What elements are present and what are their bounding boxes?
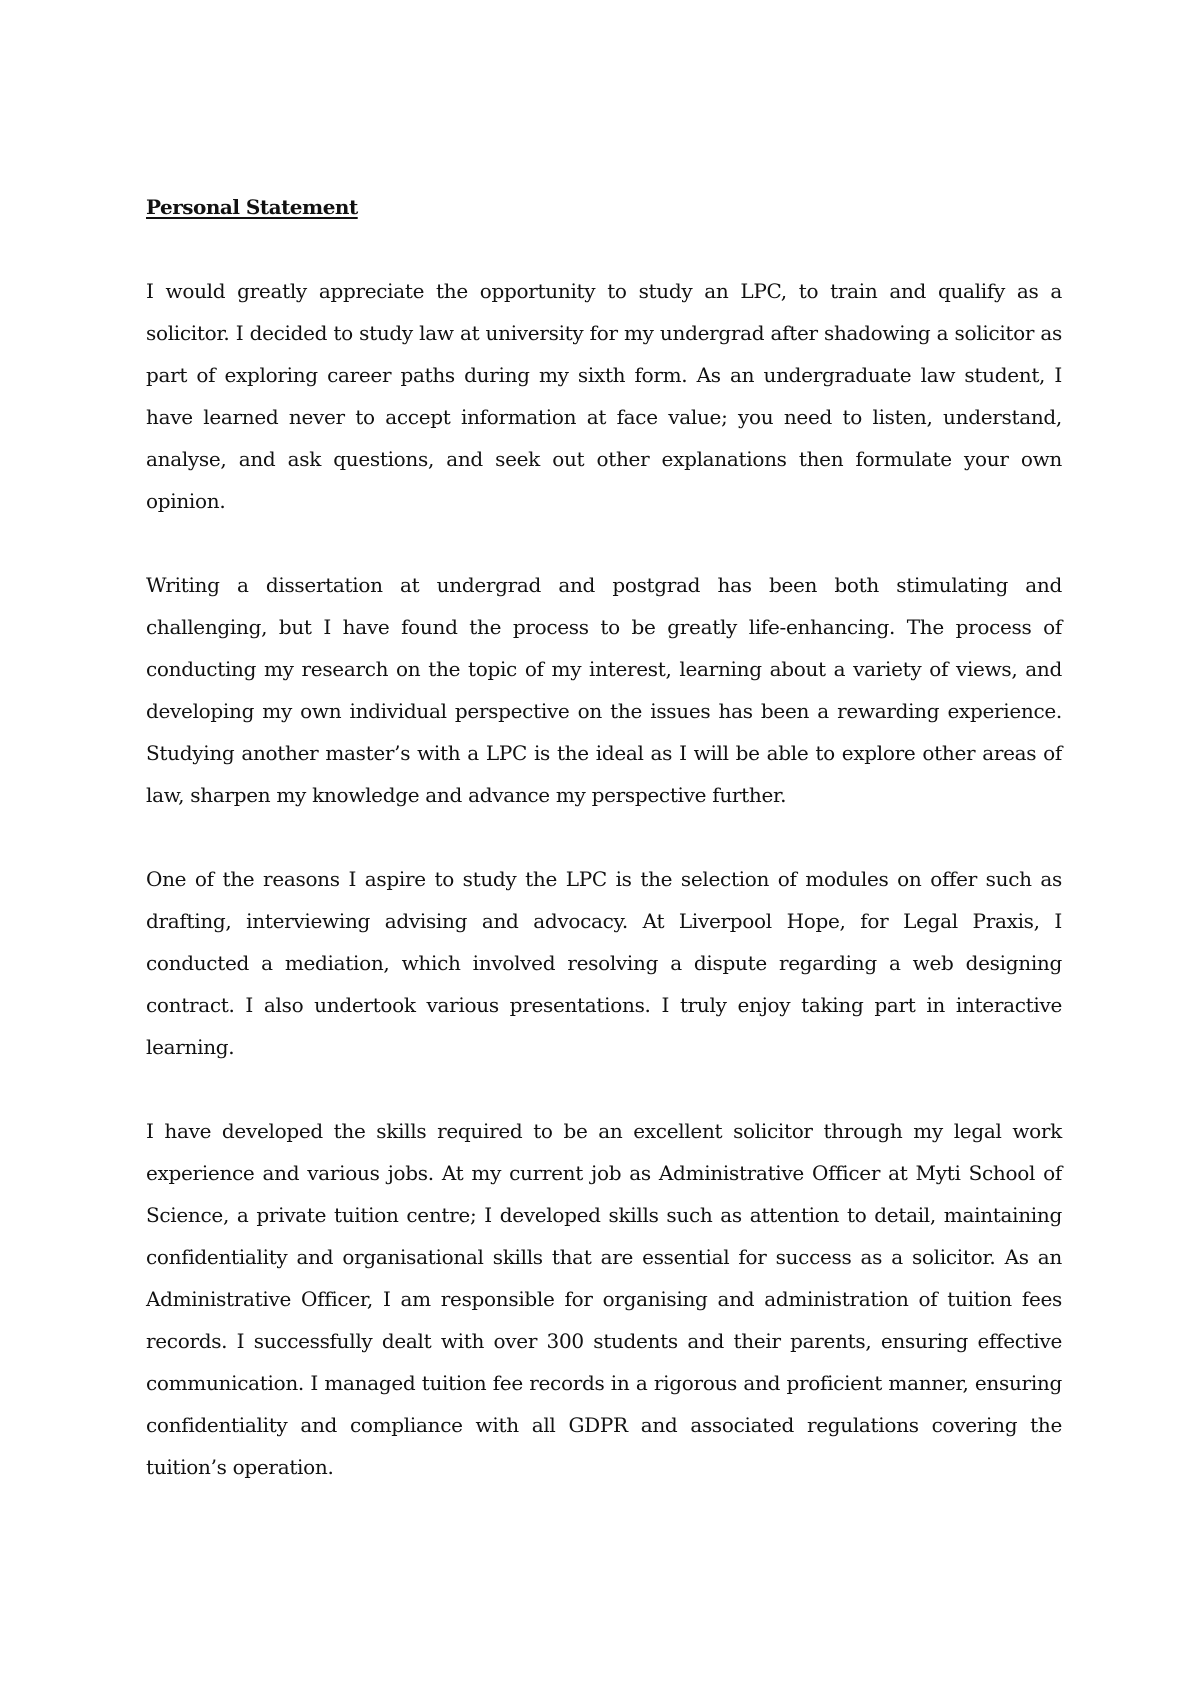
paragraph-4: I have developed the skills required to be an excellent solicitor through my legal work experience and various jobs. At my current job as Administrative Officer at Myti School of Science, a private tuition centre; I developed skills such as attention to detail, maintaining confidentiality and organisational skills that are essential for success as a solicitor. As an Administrative Officer, I am responsible for organising and administration of tuition fees records. I successfully dealt with over 300 students and their parents, ensuring effective communication. I managed tuition fee records in a rigorous and proficient manner, ensuring confidentiality and compliance with all GDPR and associated regulations covering the tuition’s operation. xyxy=(146,1119,1062,1479)
paragraph-1: I would greatly appreciate the opportunity to study an LPC, to train and qualify as a solicitor. I decided to study law at university for my undergrad after shadowing a solicitor as part of exploring career paths during my sixth form. As an undergraduate law student, I have learned never to accept information at face value; you need to listen, understand, analyse, and ask questions, and seek out other explanations then formulate your own opinion. xyxy=(146,279,1062,513)
document-body xyxy=(146,186,1062,1530)
paragraph-2: Writing a dissertation at undergrad and postgrad has been both stimulating and challenging, but I have found the process to be greatly life-enhancing. The process of conducting my research on the topic of my interest, learning about a variety of views, and developing my own individual perspective on the issues has been a rewarding experience. Studying another master’s with a LPC is the ideal as I will be able to explore other areas of law, sharpen my knowledge and advance my perspective further. xyxy=(146,573,1062,807)
page-title: Personal Statement xyxy=(146,195,358,219)
paragraph-3: One of the reasons I aspire to study the LPC is the selection of modules on offer such as drafting, interviewing advising and advocacy. At Liverpool Hope, for Legal Praxis, I conducted a mediation, which involved resolving a dispute regarding a web designing contract. I also undertook various presentations. I truly enjoy taking part in interactive learning. xyxy=(146,867,1062,1059)
